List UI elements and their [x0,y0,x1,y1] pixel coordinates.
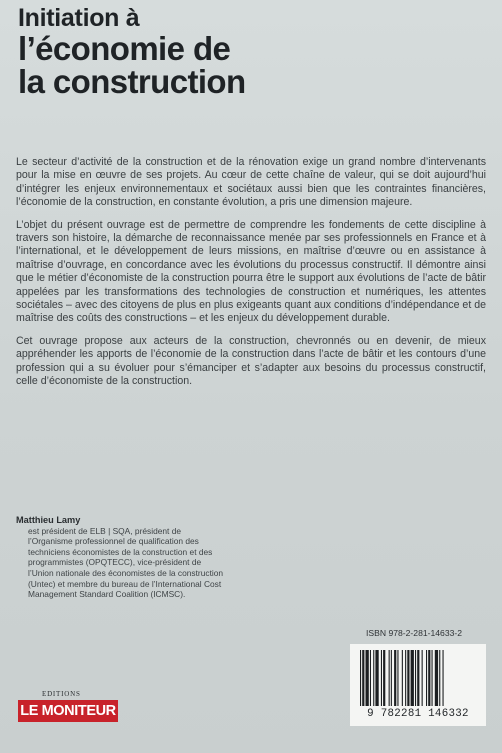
barcode-bar [426,650,427,706]
barcode [350,644,486,726]
isbn-text: ISBN 978-2-281-14633-2 [366,628,463,638]
barcode-bar [443,650,444,706]
barcode-bar [366,650,369,706]
blurb-paragraph-2: L’objet du présent ouvrage est de permettre de comprendre les fondements de cette discipline à travers son histoire, la démarche de reconnaissance menée par ses professionnels en France et à l’international, et le développement de leurs missions, en maîtrise d’œuvre ou en assistance à maîtrise d’ouvrage, en concordance avec les évolutions du processus constructif. Il démontre ainsi que le métier d’économiste de la construction pourra être le support aux évolutions de l’acte de bâtir appelées par les transformations des technologies de construction et numériques, les attentes sociétales – avec des citoyens de plus en plus exigeants quant aux conditions d’indépendance et de maîtrise des coûts des constructions – et les enjeux du développement durable. [16,218,486,325]
barcode-bar [397,650,398,706]
barcode-bar [411,650,414,706]
barcode-digits: 9 782281 146332 [367,708,469,720]
publisher-editions-label: EDITIONS [42,690,81,698]
barcode-bar [360,650,361,706]
author-name: Matthieu Lamy [16,515,81,525]
title-line-3: la construction [18,63,246,101]
blurb-paragraph-1: Le secteur d’activité de la construction et de la rénovation exige un grand nombre d’intervenants pour la mise en œuvre de ses projets. Au cœur de cette chaîne de valeur, qui se doit aujourd’hui d’intégrer les enjeux environnementaux et sociétaux aussi bien que les contraintes financières, l’économie de la construction, en constante évolution, a pris une dimension majeure. [16,156,486,209]
title-line-2: l’économie de [18,29,231,67]
publisher-name: LE MONITEUR [18,700,118,722]
title-line-1: Initiation à [18,4,140,32]
barcode-bar [415,650,416,706]
barcode-bar [389,650,390,706]
barcode-bar [362,650,364,706]
barcode-bar [394,650,396,706]
barcode-bar [422,650,423,706]
barcode-bar [405,650,406,706]
barcode-bar [383,650,385,706]
author-description: est président de ELB | SQA, président de l’Organisme professionnel de qualification des techniciens économistes de la construction et des programmistes (OPQTECC), vice-président de l’Union nationale des économistes de la construction (Untec) et membre du bureau de l’International Cost Management Standard Coalition (ICMSC). [28,525,224,600]
barcode-bar [373,650,374,706]
book-title [18,6,246,99]
author-bio [16,515,226,600]
barcode-bar [432,650,433,706]
barcode-bar [417,650,419,706]
barcode-bar [381,650,382,706]
barcode-bar [428,650,430,706]
barcode-bar [375,650,378,706]
publisher-logo [18,690,118,726]
barcode-bar [407,650,409,706]
barcode-bar [439,650,440,706]
blurb [16,156,486,398]
barcode-bar [391,650,392,706]
blurb-paragraph-3: Cet ouvrage propose aux acteurs de la construction, chevronnés ou en devenir, de mieux appréhender les apports de l’économie de la construction dans l’acte de bâtir et les contours d’une profession qui a su évoluer pour s’émanciper et s’adapter aux besoins du processus constructif, celle d’économiste de la construction. [16,334,486,388]
barcode-bar [402,650,403,706]
barcode-bar [370,650,371,706]
barcode-bar [435,650,438,706]
barcode-bars [358,650,478,708]
